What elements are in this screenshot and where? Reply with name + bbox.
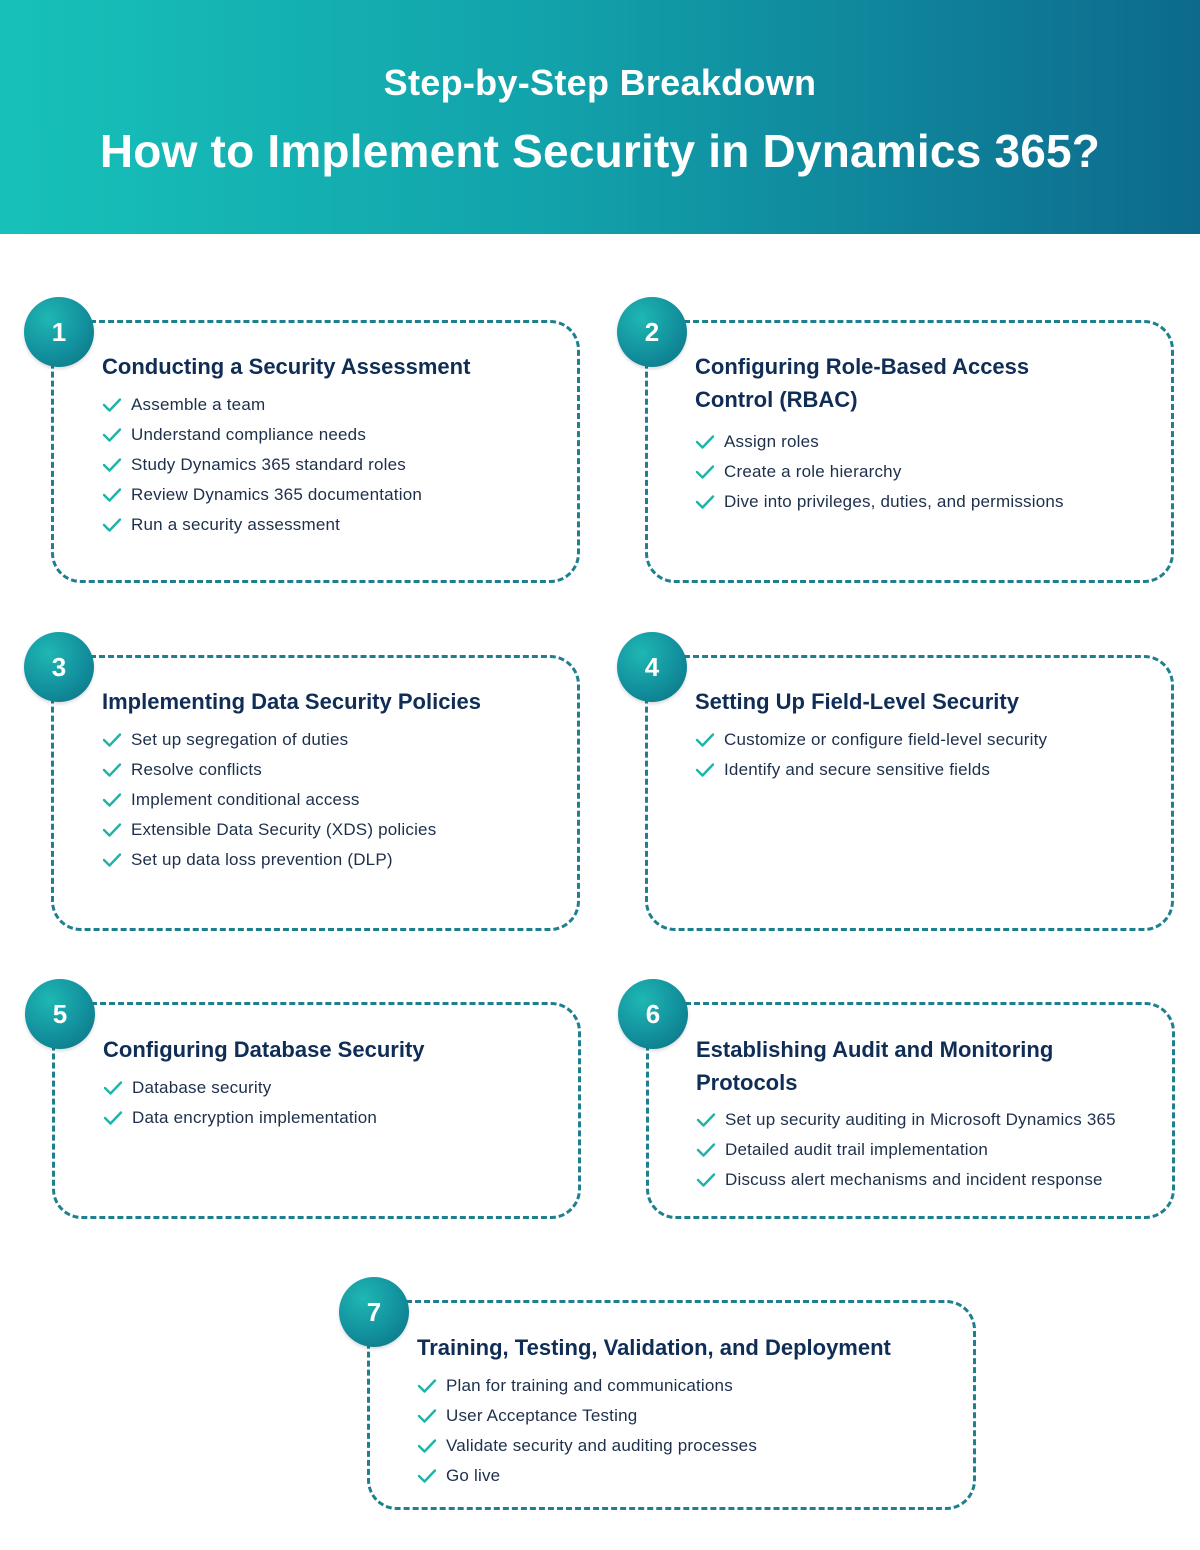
list-item	[695, 487, 1064, 517]
list-item	[102, 390, 422, 420]
checkmark-icon	[103, 1080, 123, 1096]
checkmark-icon	[696, 1172, 716, 1188]
list-item-label: Review Dynamics 365 documentation	[131, 485, 423, 504]
checkmark-icon	[102, 517, 122, 533]
step-number-badge: 5	[25, 979, 95, 1049]
list-item-label: Implement conditional access	[131, 790, 360, 809]
list-item-label: Study Dynamics 365 standard roles	[131, 455, 406, 474]
step-items-list	[695, 725, 1047, 785]
step-title: Establishing Audit and Monitoring Protocols	[696, 1037, 1054, 1095]
step-items-list	[102, 725, 436, 875]
list-item-label: Detailed audit trail implementation	[725, 1140, 989, 1159]
list-item	[696, 1135, 1116, 1165]
step-title: Setting Up Field-Level Security	[695, 689, 1019, 714]
checkmark-icon	[417, 1438, 437, 1454]
list-item-label: Set up segregation of duties	[131, 730, 349, 749]
step-items-list	[103, 1073, 377, 1133]
list-item-label: Set up data loss prevention (DLP)	[131, 850, 393, 869]
list-item-label: Dive into privileges, duties, and permissions	[724, 492, 1064, 511]
step-items-list	[695, 427, 1064, 517]
list-item	[417, 1461, 757, 1491]
list-item-label: Understand compliance needs	[131, 425, 367, 444]
list-item-label: Assemble a team	[131, 395, 266, 414]
checkmark-icon	[102, 487, 122, 503]
step-title: Configuring Database Security	[103, 1037, 425, 1062]
checkmark-icon	[417, 1468, 437, 1484]
list-item	[103, 1073, 377, 1103]
list-item-label: Database security	[132, 1078, 272, 1097]
list-item-label: Run a security assessment	[131, 515, 341, 534]
list-item	[695, 755, 1047, 785]
list-item	[102, 725, 436, 755]
list-item-label: Identify and secure sensitive fields	[724, 760, 991, 779]
checkmark-icon	[695, 494, 715, 510]
step-title: Conducting a Security Assessment	[102, 354, 471, 379]
checkmark-icon	[695, 464, 715, 480]
step-number-badge: 2	[617, 297, 687, 367]
list-item-label: Discuss alert mechanisms and incident response	[725, 1170, 1103, 1189]
step-number-badge: 3	[24, 632, 94, 702]
list-item	[695, 427, 1064, 457]
list-item-label: User Acceptance Testing	[446, 1406, 638, 1425]
list-item	[102, 510, 422, 540]
list-item-label: Set up security auditing in Microsoft Dynamics 365	[725, 1110, 1116, 1129]
checkmark-icon	[695, 762, 715, 778]
list-item	[417, 1401, 757, 1431]
checkmark-icon	[103, 1110, 123, 1126]
checkmark-icon	[696, 1142, 716, 1158]
step-number-badge: 6	[618, 979, 688, 1049]
list-item	[696, 1165, 1116, 1195]
checkmark-icon	[695, 732, 715, 748]
step-items-list	[102, 390, 422, 540]
checkmark-icon	[102, 822, 122, 838]
list-item-label: Extensible Data Security (XDS) policies	[131, 820, 437, 839]
list-item-label: Plan for training and communications	[446, 1376, 733, 1395]
checkmark-icon	[417, 1408, 437, 1424]
list-item	[102, 845, 436, 875]
list-item	[102, 815, 436, 845]
checkmark-icon	[102, 732, 122, 748]
checkmark-icon	[102, 427, 122, 443]
step-title: Configuring Role-Based Access Control (RBAC)	[695, 354, 1030, 412]
list-item-label: Go live	[446, 1466, 501, 1485]
step-number-badge: 7	[339, 1277, 409, 1347]
checkmark-icon	[102, 762, 122, 778]
page-title: How to Implement Security in Dynamics 365?	[99, 125, 1101, 177]
list-item	[102, 420, 422, 450]
list-item	[102, 785, 436, 815]
list-item	[417, 1371, 757, 1401]
list-item-label: Data encryption implementation	[132, 1108, 378, 1127]
list-item-label: Assign roles	[724, 432, 819, 451]
step-items-list	[417, 1371, 757, 1491]
list-item	[103, 1103, 377, 1133]
list-item	[417, 1431, 757, 1461]
checkmark-icon	[102, 792, 122, 808]
step-items-list	[696, 1105, 1116, 1195]
step-title: Implementing Data Security Policies	[102, 689, 482, 714]
step-number-badge: 1	[24, 297, 94, 367]
checkmark-icon	[102, 397, 122, 413]
step-number-badge: 4	[617, 632, 687, 702]
header-subtitle: Step-by-Step Breakdown	[383, 62, 817, 103]
list-item-label: Resolve conflicts	[131, 760, 262, 779]
list-item	[102, 450, 422, 480]
list-item-label: Customize or configure field-level security	[724, 730, 1048, 749]
list-item	[102, 755, 436, 785]
checkmark-icon	[102, 457, 122, 473]
list-item-label: Create a role hierarchy	[724, 462, 902, 481]
list-item-label: Validate security and auditing processes	[446, 1436, 758, 1455]
list-item	[695, 725, 1047, 755]
checkmark-icon	[696, 1112, 716, 1128]
list-item	[102, 480, 422, 510]
step-title: Training, Testing, Validation, and Deployment	[417, 1335, 891, 1360]
list-item	[696, 1105, 1116, 1135]
checkmark-icon	[695, 434, 715, 450]
checkmark-icon	[417, 1378, 437, 1394]
checkmark-icon	[102, 852, 122, 868]
list-item	[695, 457, 1064, 487]
header-banner	[0, 0, 1200, 234]
